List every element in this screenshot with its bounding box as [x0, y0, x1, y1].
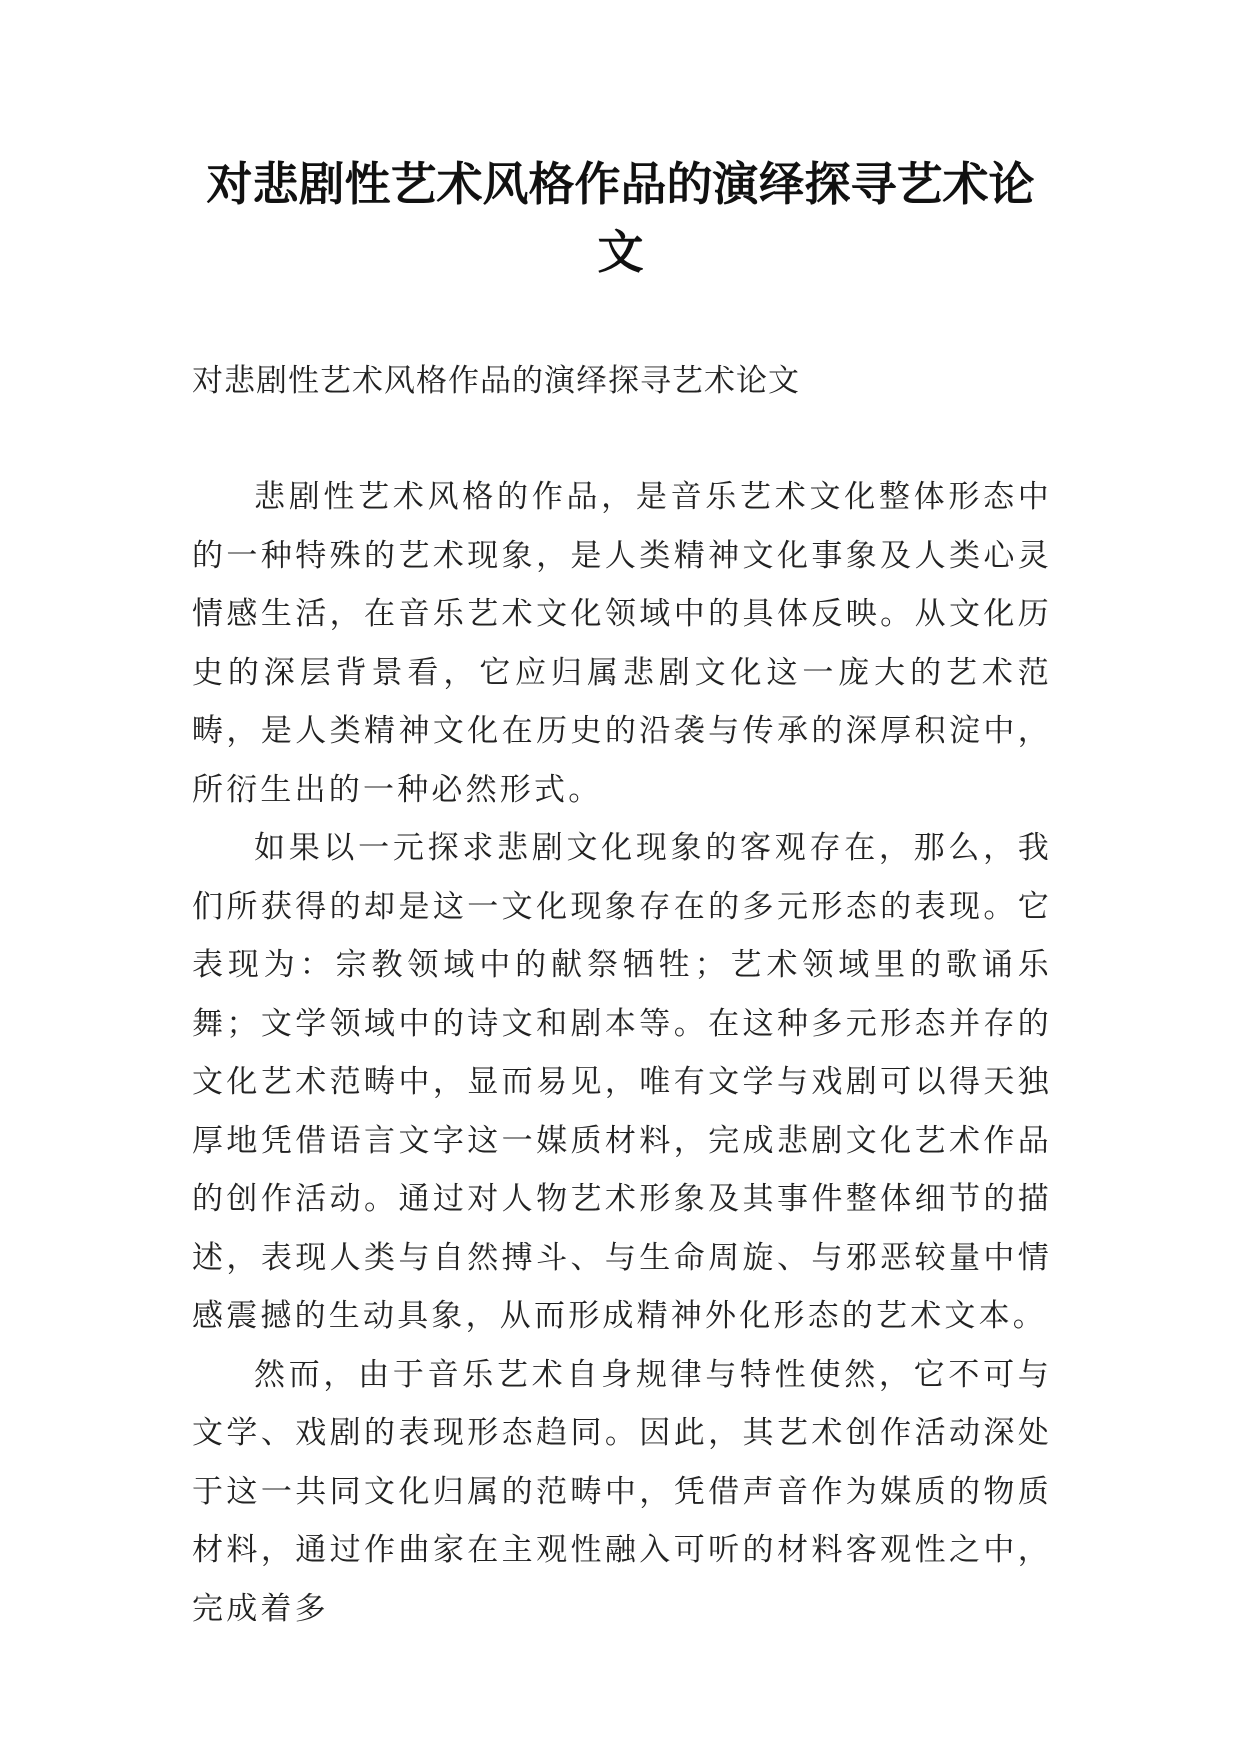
- body-paragraph-3: 然而，由于音乐艺术自身规律与特性使然，它不可与文学、戏剧的表现形态趋同。因此，其艺术创作活动深处于这一共同文化归属的范畴中，凭借声音作为媒质的物质材料，通过作曲家在主观性融入可听的材料客观性之中，完成着多: [192, 1356, 1052, 1627]
- document-body: [192, 468, 1052, 1638]
- document-subtitle: 对悲剧性艺术风格作品的演绎探寻艺术论文: [192, 363, 800, 399]
- body-paragraph-2: 如果以一元探求悲剧文化现象的客观存在，那么，我们所获得的却是这一文化现象存在的多元形态的表现。它表现为：宗教领域中的献祭牺牲；艺术领域里的歌诵乐舞；文学领域中的诗文和剧本等。在这种多元形态并存的文化艺术范畴中，显而易见，唯有文学与戏剧可以得天独厚地凭借语言文字这一媒质材料，完成悲剧文化艺术作品的创作活动。通过对人物艺术形象及其事件整体细节的描述，表现人类与自然搏斗、与生命周旋、与邪恶较量中情感震撼的生动具象，从而形成精神外化形态的艺术文本。: [192, 830, 1052, 1334]
- document-title: 对悲剧性艺术风格作品的演绎探寻艺术论文: [206, 157, 1035, 279]
- body-paragraph-1: 悲剧性艺术风格的作品，是音乐艺术文化整体形态中的一种特殊的艺术现象，是人类精神文化事象及人类心灵情感生活，在音乐艺术文化领域中的具体反映。从文化历史的深层背景看，它应归属悲剧文化这一庞大的艺术范畴，是人类精神文化在历史的沿袭与传承的深厚积淀中，所衍生出的一种必然形式。: [192, 479, 1052, 808]
